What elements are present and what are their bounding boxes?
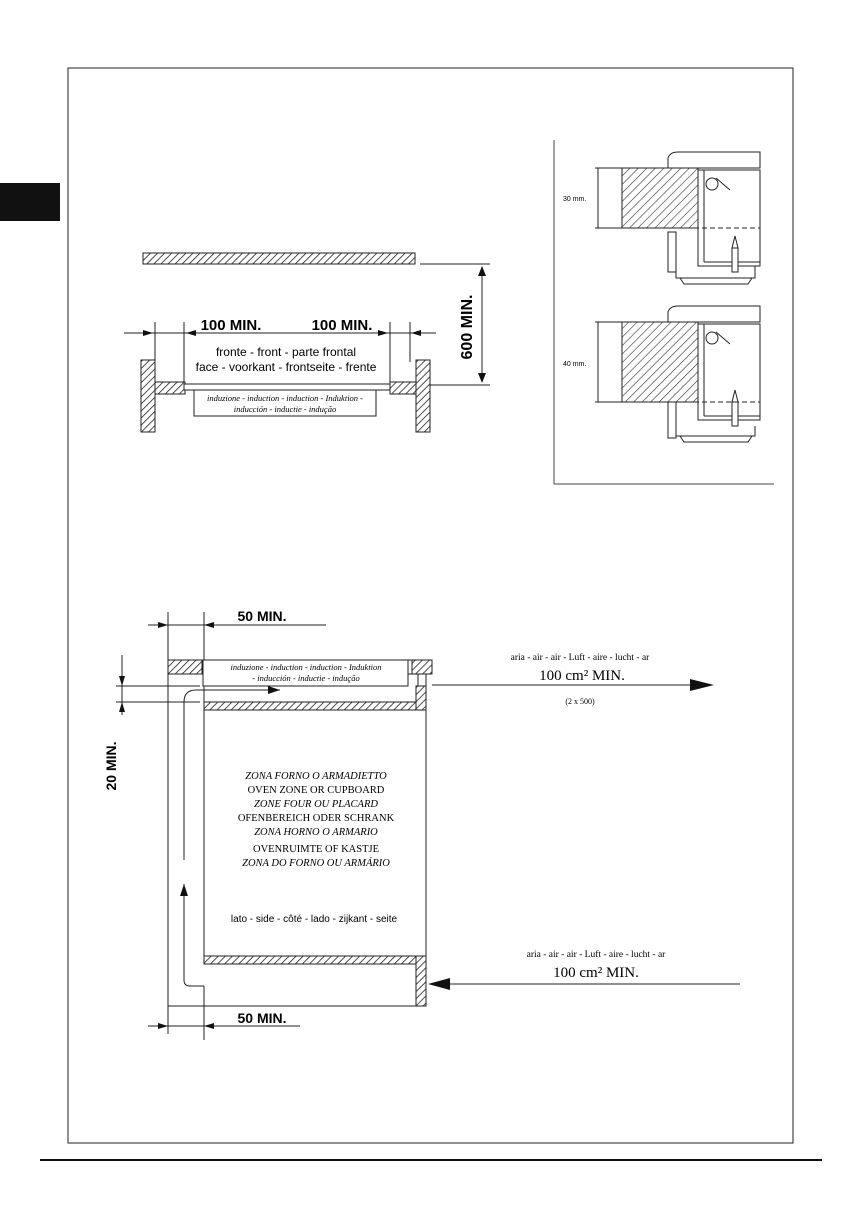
left-wall xyxy=(141,360,155,432)
worktop-thickness-detail xyxy=(554,140,774,484)
ventilation-diagram xyxy=(103,608,740,1040)
zone-line-6: ZONA DO FORNO OU ARMÁRIO xyxy=(242,858,390,869)
worktop-30 xyxy=(622,168,698,228)
top-clearance-diagram xyxy=(124,253,490,432)
airflow-path-up xyxy=(184,884,204,986)
worktop-left xyxy=(155,382,185,394)
height-min-label: 600 MIN. xyxy=(459,294,476,360)
page-frame xyxy=(68,68,793,1143)
air-in-min: 100 cm² MIN. xyxy=(553,965,639,981)
thickness-40-label: 40 mm. xyxy=(563,361,587,368)
front-label-line1: fronte - front - parte frontal xyxy=(215,345,357,359)
induction-label-line2: inducción - inductie - indução xyxy=(233,404,337,414)
air-out-min: 100 cm² MIN. xyxy=(539,668,625,684)
side-label: lato - side - côté - lado - zijkant - seite xyxy=(230,914,398,925)
bottom-induction-line2: - inducción - inductie - indução xyxy=(252,673,360,683)
zone-line-0: ZONA FORNO O ARMADIETTO xyxy=(245,771,387,782)
hob-top xyxy=(184,384,390,390)
bottom-induction-line1: induzione - induction - induction - Induktion xyxy=(230,662,382,672)
zone-line-1: OVEN ZONE OR CUPBOARD xyxy=(247,785,385,796)
worktop-right xyxy=(390,382,416,394)
min-right-label: 100 MIN. xyxy=(311,317,373,334)
worktop-40 xyxy=(622,322,698,402)
min-top-label: 50 MIN. xyxy=(237,608,287,624)
air-out-note: (2 x 500) xyxy=(565,697,595,706)
right-wall xyxy=(416,360,430,432)
zone-line-5: OVENRUIMTE OF KASTJE xyxy=(253,844,379,855)
zone-line-2: ZONE FOUR OU PLACARD xyxy=(254,799,378,810)
min-left-label: 100 MIN. xyxy=(200,317,262,334)
min-bottom-label: 50 MIN. xyxy=(237,1010,287,1026)
min-side-label: 20 MIN. xyxy=(103,741,119,791)
air-out-label: aria - air - air - Luft - aire - lucht - ar xyxy=(510,653,650,663)
thickness-30-label: 30 mm. xyxy=(563,196,587,203)
overhead-shelf xyxy=(143,253,415,264)
induction-label-line1: induzione - induction - induction - Induktion - xyxy=(206,393,364,403)
front-label-line2: face - voorkant - frontseite - frente xyxy=(195,360,377,374)
zone-line-4: ZONA HORNO O ARMARIO xyxy=(254,827,378,838)
section-tab xyxy=(0,183,60,221)
air-in-label: aria - air - air - Luft - aire - lucht - ar xyxy=(526,950,666,960)
zone-line-3: OFENBEREICH ODER SCHRANK xyxy=(237,813,395,824)
